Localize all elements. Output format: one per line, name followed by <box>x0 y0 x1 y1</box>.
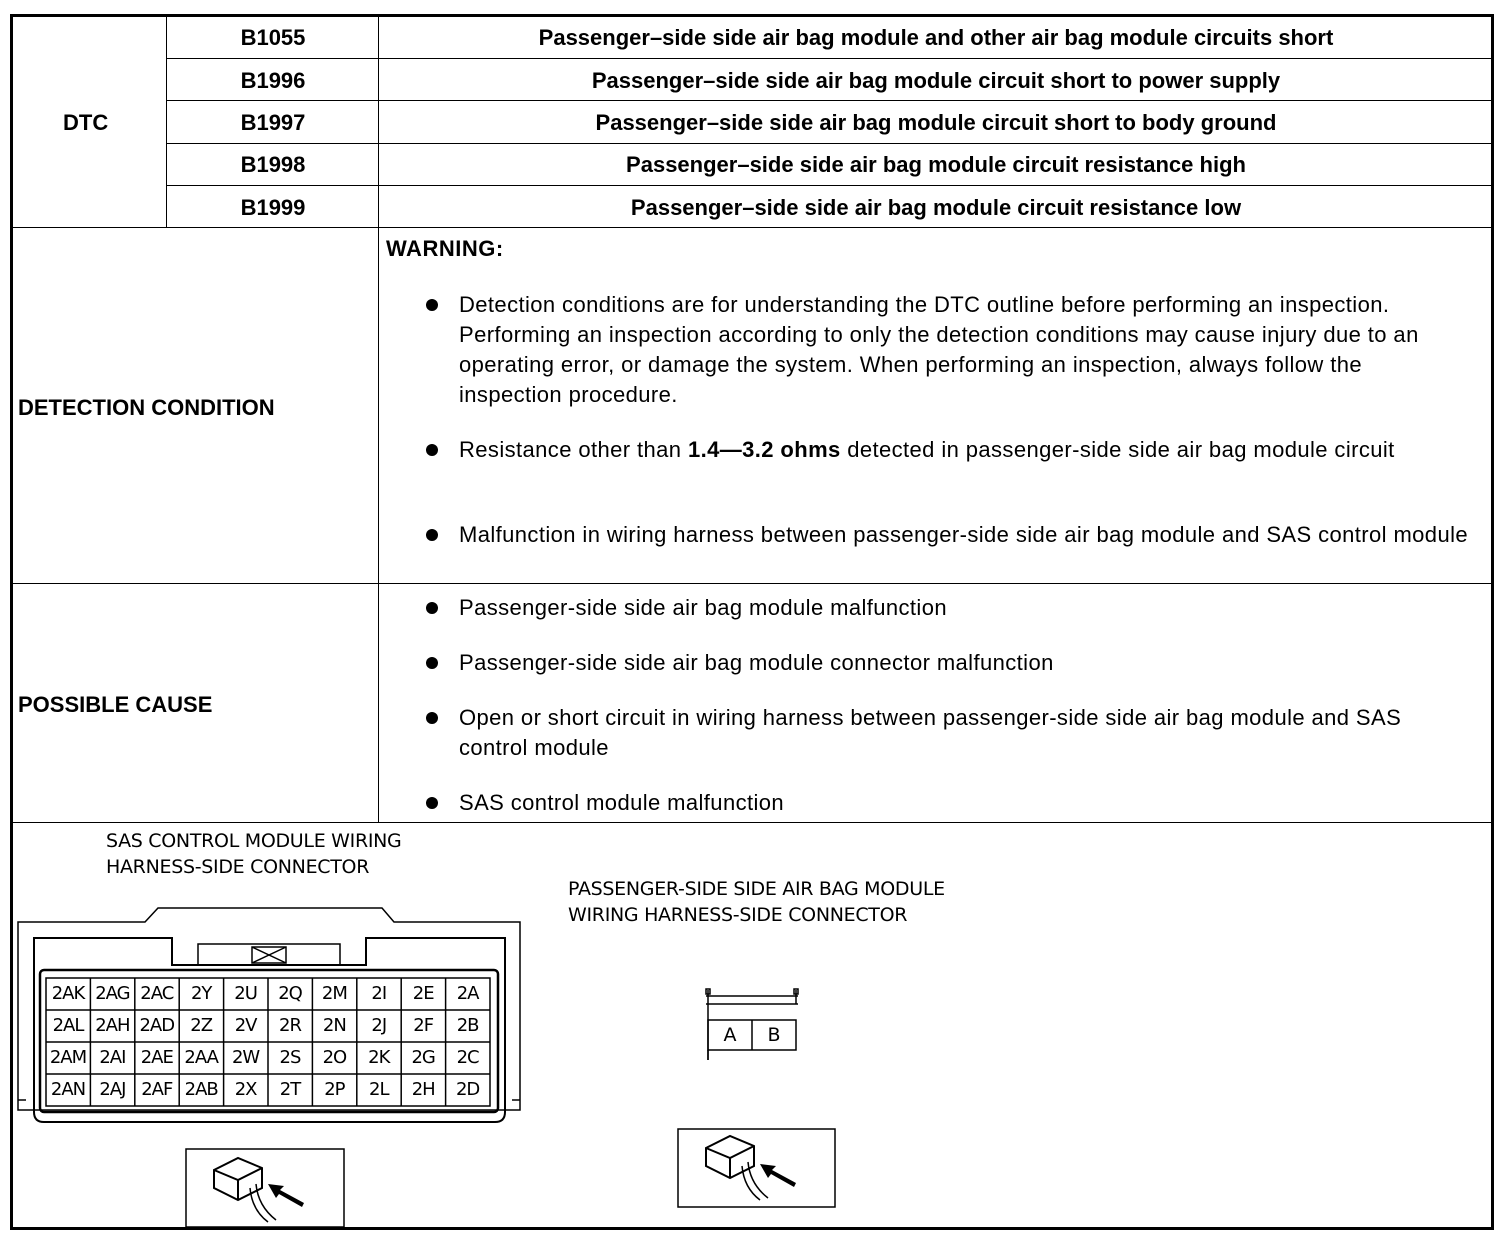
pin-2L: 2L <box>369 1079 389 1100</box>
caption-line: WIRING HARNESS-SIDE CONNECTOR <box>568 904 908 926</box>
pin-2S: 2S <box>279 1047 301 1068</box>
row-divider <box>166 143 1494 144</box>
resistance-range: 1.4—3.2 ohms <box>687 437 841 462</box>
pin-2AJ: 2AJ <box>99 1079 126 1100</box>
detection-condition-label: DETECTION CONDITION <box>18 395 275 420</box>
caption-line: HARNESS-SIDE CONNECTOR <box>106 856 370 878</box>
bullet-text: Detection conditions are for understanding the DTC outline before performing an inspection. Performing an inspection according to only the detection conditions may cause injury due to an operating error, or damage the system. When performing an inspection, always follow the inspection procedure. <box>459 292 1419 407</box>
pin-2AF: 2AF <box>141 1079 173 1100</box>
pin-2Z: 2Z <box>190 1015 213 1036</box>
pin-2AN: 2AN <box>50 1079 86 1100</box>
pin-2D: 2D <box>455 1079 480 1100</box>
row-divider <box>166 100 1494 101</box>
pin-2X: 2X <box>234 1079 257 1100</box>
possible-cause-label: POSSIBLE CAUSE <box>18 692 213 717</box>
row-divider <box>166 185 1494 186</box>
pin-2H: 2H <box>411 1079 435 1100</box>
list-item <box>426 435 1471 465</box>
pin-2AA: 2AA <box>184 1047 218 1068</box>
dtc-description: Passenger–side side air bag module and other air bag module circuits short <box>538 25 1334 50</box>
section-divider <box>12 227 1494 228</box>
dtc-label: DTC <box>63 110 109 135</box>
section-divider <box>12 822 1494 823</box>
pin-2AE: 2AE <box>140 1047 173 1068</box>
bullet-text: Passenger-side side air bag module malfunction <box>459 595 947 620</box>
pin-2AM: 2AM <box>49 1047 87 1068</box>
pin-2W: 2W <box>231 1047 260 1068</box>
bullet-text: Passenger-side side air bag module connector malfunction <box>459 650 1054 675</box>
bullet-icon <box>426 299 438 311</box>
list-item <box>426 290 1471 410</box>
pin-2M: 2M <box>321 983 347 1004</box>
pin-2C: 2C <box>456 1047 479 1068</box>
pin-2V: 2V <box>234 1015 257 1036</box>
list-item <box>426 703 1471 763</box>
bullet-icon <box>426 444 438 456</box>
section-divider <box>12 583 1494 584</box>
bullet-icon <box>426 657 438 669</box>
dtc-code: B1997 <box>240 110 306 135</box>
list-item <box>426 788 1471 818</box>
pin-2AK: 2AK <box>51 983 85 1004</box>
pin-2AG: 2AG <box>95 983 130 1004</box>
bullet-text-part: Resistance other than <box>459 437 688 462</box>
pin-2R: 2R <box>279 1015 301 1036</box>
sas-connector-caption <box>106 828 401 880</box>
pin-2AD: 2AD <box>139 1015 175 1036</box>
column-divider <box>378 16 379 823</box>
airbag-connector-caption <box>568 876 945 928</box>
dtc-code: B1998 <box>240 152 306 177</box>
pin-2T: 2T <box>279 1079 301 1100</box>
pin-2U: 2U <box>234 983 257 1004</box>
dtc-description: Passenger–side side air bag module circuit resistance low <box>630 195 1242 220</box>
pin-2O: 2O <box>322 1047 347 1068</box>
bullet-text-part: detected in passenger-side side air bag module circuit <box>840 437 1395 462</box>
pin-2J: 2J <box>371 1015 387 1036</box>
dtc-description: Passenger–side side air bag module circuit resistance high <box>626 152 1246 177</box>
pin-2AL: 2AL <box>52 1015 84 1036</box>
bullet-icon <box>426 712 438 724</box>
pin-2Y: 2Y <box>190 983 212 1004</box>
bullet-icon <box>426 529 438 541</box>
row-divider <box>166 58 1494 59</box>
list-item <box>426 648 1471 678</box>
bullet-icon <box>426 797 438 809</box>
pin-2AI: 2AI <box>99 1047 126 1068</box>
bullet-icon <box>426 602 438 614</box>
bullet-text: SAS control module malfunction <box>459 790 785 815</box>
column-divider <box>166 16 167 228</box>
caption-line: SAS CONTROL MODULE WIRING <box>106 830 402 852</box>
dtc-code: B1996 <box>240 68 306 93</box>
pin-2E: 2E <box>412 983 434 1004</box>
pin-A: A <box>723 1024 737 1046</box>
list-item <box>426 593 1471 623</box>
pin-2AB: 2AB <box>184 1079 218 1100</box>
pin-2P: 2P <box>324 1079 345 1100</box>
pin-2B: 2B <box>456 1015 479 1036</box>
pin-2AC: 2AC <box>140 983 174 1004</box>
bullet-text: Open or short circuit in wiring harness between passenger-side side air bag module and SAS control module <box>459 705 1402 760</box>
warning-label: WARNING: <box>386 236 504 261</box>
pin-2F: 2F <box>413 1015 434 1036</box>
pin-2Q: 2Q <box>278 983 302 1004</box>
dtc-code: B1999 <box>240 195 306 220</box>
pin-2K: 2K <box>368 1047 390 1068</box>
list-item <box>426 520 1471 550</box>
pin-B: B <box>767 1024 781 1046</box>
pin-2I: 2I <box>371 983 387 1004</box>
pin-2N: 2N <box>322 1015 346 1036</box>
caption-line: PASSENGER-SIDE SIDE AIR BAG MODULE <box>568 878 945 900</box>
pin-2A: 2A <box>456 983 479 1004</box>
bullet-text <box>459 435 1471 465</box>
pin-2AH: 2AH <box>95 1015 130 1036</box>
dtc-code: B1055 <box>240 25 306 50</box>
bullet-text: Malfunction in wiring harness between passenger-side side air bag module and SAS control module <box>459 522 1468 547</box>
dtc-description: Passenger–side side air bag module circuit short to power supply <box>591 68 1281 93</box>
dtc-description: Passenger–side side air bag module circuit short to body ground <box>595 110 1277 135</box>
pin-2G: 2G <box>411 1047 435 1068</box>
